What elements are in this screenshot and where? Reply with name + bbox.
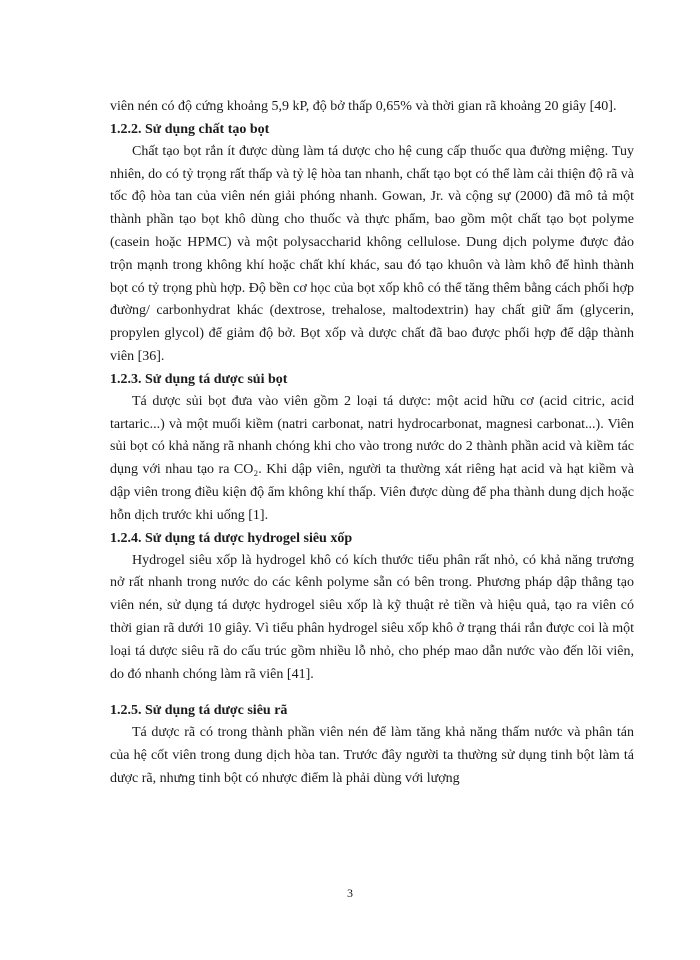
intro-paragraph: viên nén có độ cứng khoảng 5,9 kP, độ bở thấp 0,65% và thời gian rã khoảng 20 giây [40].: [110, 99, 617, 114]
section-heading-1-2-5: 1.2.5. Sử dụng tá dược siêu rã: [110, 703, 288, 719]
section-paragraph-1-2-3: Tá dược sủi bọt đưa vào viên gồm 2 loại tá dược: một acid hữu cơ (acid citric, acid tartaric...) và một muối kiềm (natri carbonat, natri hydrocarbonat, magnesi carbonat...). Viên sủi bọt có khả năng rã nhanh chóng khi cho vào trong nước do 2 thành phần acid và kiềm tác dụng với nhau tạo ra CO₂. Khi dập viên, người ta thường xát riêng hạt acid và hạt kiềm và dập viên trong điều kiện độ ẩm không khí thấp. Viên được dùng để pha thành dung dịch hoặc hỗn dịch trước khi uống [1].: [110, 393, 634, 523]
section-spacer: [110, 686, 634, 700]
page-number: 3: [347, 886, 353, 900]
section-paragraph-1-2-5: Tá dược rã có trong thành phần viên nén để làm tăng khả năng thấm nước và phân tán của hệ cốt viên trong dung dịch hòa tan. Trước đây người ta thường sử dụng tinh bột làm tá dược rã, nhưng tinh bột có nhược điểm là phải dùng với lượng: [110, 725, 634, 786]
section-paragraph-1-2-4: Hydrogel siêu xốp là hydrogel khô có kích thước tiểu phân rất nhỏ, có khả năng trương nở rất nhanh trong nước do các kênh polyme sẵn có bên trong. Phương pháp dập thẳng tạo viên nén, sử dụng tá dược hydrogel siêu xốp là kỹ thuật rẻ tiền và hiệu quả, tạo ra viên có thời gian rã dưới 10 giây. Vì tiểu phân hydrogel siêu xốp khô ở trạng thái rắn được coi là một loại tá dược siêu rã do cấu trúc gồm nhiều lỗ nhỏ, cho phép mao dẫn nước vào đến lõi viên, do đó nhanh chóng làm rã viên [41].: [110, 552, 634, 682]
section-heading-1-2-4: 1.2.4. Sử dụng tá dược hydrogel siêu xốp: [110, 530, 353, 546]
document-body: [110, 96, 634, 791]
section-paragraph-1-2-2: Chất tạo bọt rắn ít được dùng làm tá dược cho hệ cung cấp thuốc qua đường miệng. Tuy nhiên, do có tỷ trọng rất thấp và tỷ lệ hòa tan nhanh, chất tạo bọt có thể làm cải thiện độ rã và tốc độ hòa tan của viên nén giải phóng nhanh. Gowan, Jr. và cộng sự (2000) đã mô tả một thành phần tạo bọt khô dùng cho thuốc và thực phẩm, bao gồm một chất tạo bọt polyme (casein hoặc HPMC) và một polysaccharid không cellulose. Dung dịch polyme được đảo trộn mạnh trong không khí hoặc chất khí khác, sau đó tạo khuôn và làm khô để hình thành bọt có tỷ trọng phù hợp. Độ bền cơ học của bọt xốp khô có thể tăng thêm bằng cách phối hợp đường/ carbonhydrat khác (dextrose, trehalose, maltodextrin) hay chất giữ ẩm (glycerin, propylen glycol) để giảm độ bở. Bọt xốp và dược chất đã bao được phối hợp để dập thành viên [36].: [110, 143, 634, 364]
section-heading-1-2-3: 1.2.3. Sử dụng tá dược sủi bọt: [110, 371, 288, 387]
section-heading-1-2-2: 1.2.2. Sử dụng chất tạo bọt: [110, 121, 270, 137]
